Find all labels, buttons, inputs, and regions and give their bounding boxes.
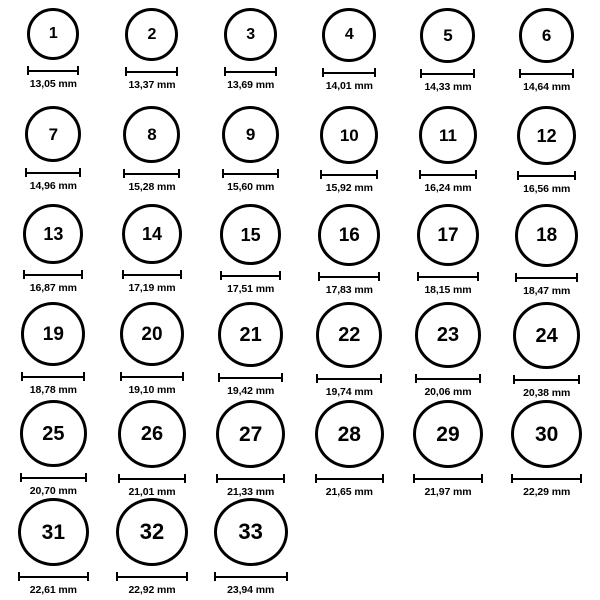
ring-dimension xyxy=(519,69,574,93)
ring-dimension xyxy=(23,270,83,294)
measurement-bar-icon xyxy=(118,474,186,483)
ring-size-label: 11 xyxy=(438,125,457,145)
ring-size-cell[interactable] xyxy=(103,498,202,596)
measurement-bar-icon xyxy=(413,474,483,483)
ring-diameter-label: 14,33 mm xyxy=(424,81,472,93)
ring-diameter-label: 22,61 mm xyxy=(29,584,77,596)
ring-size-label: 22 xyxy=(338,324,361,346)
ring-dimension xyxy=(413,474,483,498)
ring-size-label: 3 xyxy=(246,25,256,43)
ring-circle xyxy=(417,204,479,266)
ring-size-label: 32 xyxy=(139,519,165,544)
measurement-bar-icon xyxy=(224,67,277,76)
measurement-bar-icon xyxy=(322,68,376,77)
ring-dimension xyxy=(122,270,182,294)
ring-circle xyxy=(224,8,277,61)
ring-diameter-label: 20,06 mm xyxy=(424,386,472,398)
ring-dimension xyxy=(216,474,285,498)
ring-size-cell[interactable] xyxy=(201,204,300,302)
measurement-bar-icon xyxy=(415,374,481,383)
ring-dimension xyxy=(517,171,576,195)
ring-diameter-label: 17,83 mm xyxy=(325,284,373,296)
ring-circle xyxy=(116,498,188,566)
ring-circle xyxy=(118,400,186,468)
ring-diameter-label: 16,24 mm xyxy=(424,182,472,194)
ring-diameter-label: 13,05 mm xyxy=(29,78,77,90)
ring-size-cell[interactable] xyxy=(201,302,300,400)
ring-circle xyxy=(125,8,178,61)
ring-diameter-label: 15,28 mm xyxy=(128,181,176,193)
ring-size-cell[interactable] xyxy=(300,8,399,106)
ring-size-cell[interactable] xyxy=(399,400,498,498)
ring-circle xyxy=(519,8,574,63)
ring-diameter-label: 14,96 mm xyxy=(29,180,77,192)
ring-size-cell[interactable] xyxy=(201,400,300,498)
measurement-bar-icon xyxy=(216,474,285,483)
ring-circle xyxy=(120,302,184,366)
ring-diameter-label: 13,69 mm xyxy=(227,79,275,91)
ring-size-cell[interactable] xyxy=(103,106,202,204)
ring-dimension xyxy=(318,272,380,296)
ring-size-label: 9 xyxy=(245,125,256,144)
ring-dimension xyxy=(513,375,580,399)
ring-diameter-label: 21,65 mm xyxy=(325,486,373,498)
ring-size-label: 30 xyxy=(534,422,559,446)
ring-diameter-label: 13,37 mm xyxy=(128,79,176,91)
ring-diameter-label: 23,94 mm xyxy=(227,584,275,596)
measurement-bar-icon xyxy=(511,474,582,483)
ring-size-cell[interactable] xyxy=(300,400,399,498)
ring-diameter-label: 18,47 mm xyxy=(523,285,571,297)
ring-size-cell[interactable] xyxy=(201,8,300,106)
ring-size-label: 5 xyxy=(443,26,453,45)
measurement-bar-icon xyxy=(18,572,89,581)
ring-circle xyxy=(315,400,384,468)
ring-diameter-label: 14,64 mm xyxy=(523,81,571,93)
ring-size-label: 15 xyxy=(240,224,261,245)
ring-circle xyxy=(419,106,477,164)
ring-dimension xyxy=(123,169,180,193)
ring-circle xyxy=(222,106,279,163)
ring-circle xyxy=(513,302,580,369)
measurement-bar-icon xyxy=(513,375,580,384)
measurement-bar-icon xyxy=(125,67,178,76)
measurement-bar-icon xyxy=(517,171,576,180)
ring-diameter-label: 22,29 mm xyxy=(523,486,571,498)
ring-circle xyxy=(322,8,376,62)
ring-diameter-label: 20,38 mm xyxy=(523,387,571,399)
ring-dimension xyxy=(420,69,475,93)
ring-dimension xyxy=(218,373,283,397)
measurement-bar-icon xyxy=(417,272,479,281)
ring-circle xyxy=(413,400,483,468)
ring-dimension xyxy=(316,374,382,398)
ring-diameter-label: 19,74 mm xyxy=(325,386,373,398)
ring-size-label: 21 xyxy=(239,323,262,346)
ring-size-cell[interactable] xyxy=(300,106,399,204)
ring-diameter-label: 17,19 mm xyxy=(128,282,176,294)
ring-circle xyxy=(318,204,380,266)
ring-size-cell[interactable] xyxy=(497,106,596,204)
ring-size-cell[interactable] xyxy=(300,204,399,302)
ring-diameter-label: 14,01 mm xyxy=(325,80,373,92)
ring-circle xyxy=(515,204,578,267)
ring-circle xyxy=(218,302,283,367)
ring-size-label: 26 xyxy=(140,423,164,445)
measurement-bar-icon xyxy=(318,272,380,281)
ring-circle xyxy=(25,106,81,162)
ring-circle xyxy=(216,400,285,468)
ring-size-label: 8 xyxy=(147,125,157,144)
ring-size-label: 1 xyxy=(48,25,58,42)
measurement-bar-icon xyxy=(220,271,281,280)
ring-size-label: 28 xyxy=(337,422,361,446)
ring-size-label: 18 xyxy=(536,225,558,246)
ring-diameter-label: 22,92 mm xyxy=(128,584,176,596)
ring-size-cell[interactable] xyxy=(103,8,202,106)
ring-diameter-label: 16,87 mm xyxy=(29,282,77,294)
ring-dimension xyxy=(511,474,582,498)
ring-size-cell[interactable] xyxy=(103,400,202,498)
ring-size-cell[interactable] xyxy=(201,106,300,204)
ring-dimension xyxy=(515,273,578,297)
ring-size-cell[interactable] xyxy=(399,106,498,204)
ring-size-cell[interactable] xyxy=(4,302,103,400)
ring-size-label: 20 xyxy=(141,323,163,345)
ring-circle xyxy=(123,106,180,163)
ring-dimension xyxy=(25,168,81,192)
ring-diameter-label: 19,10 mm xyxy=(128,384,176,396)
ring-circle xyxy=(18,498,89,566)
ring-diameter-label: 15,60 mm xyxy=(227,181,275,193)
ring-circle xyxy=(21,302,85,366)
ring-size-cell[interactable] xyxy=(103,204,202,302)
ring-dimension xyxy=(20,473,87,497)
ring-size-label: 24 xyxy=(535,324,558,347)
ring-diameter-label: 17,51 mm xyxy=(227,283,275,295)
ring-dimension xyxy=(214,572,288,596)
ring-size-cell[interactable] xyxy=(4,8,103,106)
ring-dimension xyxy=(27,66,79,90)
measurement-bar-icon xyxy=(21,372,85,381)
ring-size-label: 12 xyxy=(536,125,557,146)
measurement-bar-icon xyxy=(20,473,87,482)
ring-dimension xyxy=(21,372,85,396)
ring-circle xyxy=(122,204,182,264)
ring-circle xyxy=(23,204,83,264)
measurement-bar-icon xyxy=(420,69,475,78)
ring-size-cell[interactable] xyxy=(4,400,103,498)
ring-size-label: 23 xyxy=(436,324,460,346)
ring-size-cell[interactable] xyxy=(399,8,498,106)
ring-size-label: 4 xyxy=(344,26,354,43)
ring-diameter-label: 15,92 mm xyxy=(325,182,373,194)
ring-diameter-label: 18,78 mm xyxy=(29,384,77,396)
measurement-bar-icon xyxy=(419,170,477,179)
measurement-bar-icon xyxy=(25,168,81,177)
ring-dimension xyxy=(415,374,481,398)
ring-size-label: 31 xyxy=(41,520,65,544)
measurement-bar-icon xyxy=(23,270,83,279)
ring-circle xyxy=(27,8,79,60)
ring-dimension xyxy=(125,67,178,91)
ring-dimension xyxy=(18,572,89,596)
ring-diameter-label: 21,01 mm xyxy=(128,486,176,498)
ring-dimension xyxy=(419,170,477,194)
ring-size-label: 29 xyxy=(436,422,460,446)
ring-circle xyxy=(415,302,481,368)
measurement-bar-icon xyxy=(122,270,182,279)
ring-circle xyxy=(20,400,87,467)
measurement-bar-icon xyxy=(316,374,382,383)
ring-size-cell[interactable] xyxy=(497,8,596,106)
ring-dimension xyxy=(116,572,188,596)
measurement-bar-icon xyxy=(515,273,578,282)
ring-circle xyxy=(220,204,281,265)
measurement-bar-icon xyxy=(315,474,384,483)
ring-size-label: 19 xyxy=(42,323,64,345)
ring-size-label: 33 xyxy=(238,519,263,544)
ring-size-cell[interactable] xyxy=(497,204,596,302)
ring-diameter-label: 21,33 mm xyxy=(227,486,275,498)
ring-size-cell[interactable] xyxy=(4,498,103,596)
ring-diameter-label: 20,70 mm xyxy=(29,485,77,497)
ring-size-label: 2 xyxy=(147,25,157,43)
ring-size-label: 6 xyxy=(541,26,552,45)
ring-circle xyxy=(320,106,378,164)
measurement-bar-icon xyxy=(116,572,188,581)
measurement-bar-icon xyxy=(214,572,288,581)
measurement-bar-icon xyxy=(519,69,574,78)
ring-size-cell[interactable] xyxy=(399,204,498,302)
ring-size-label: 14 xyxy=(141,224,162,244)
ring-size-label: 27 xyxy=(238,422,263,446)
ring-size-cell[interactable] xyxy=(300,302,399,400)
ring-size-cell[interactable] xyxy=(201,498,300,596)
ring-dimension xyxy=(322,68,376,92)
ring-dimension xyxy=(224,67,277,91)
ring-circle xyxy=(511,400,582,468)
ring-size-label: 7 xyxy=(48,124,59,144)
ring-dimension xyxy=(417,272,479,296)
measurement-bar-icon xyxy=(120,372,184,381)
ring-diameter-label: 16,56 mm xyxy=(523,183,571,195)
ring-size-cell[interactable] xyxy=(497,302,596,400)
ring-dimension xyxy=(222,169,279,193)
ring-dimension xyxy=(320,170,378,194)
ring-size-label: 16 xyxy=(338,224,360,246)
ring-dimension xyxy=(315,474,384,498)
ring-size-label: 13 xyxy=(43,224,64,244)
ring-circle xyxy=(517,106,576,165)
measurement-bar-icon xyxy=(218,373,283,382)
ring-size-cell[interactable] xyxy=(4,106,103,204)
ring-circle xyxy=(420,8,475,63)
ring-diameter-label: 21,97 mm xyxy=(424,486,472,498)
ring-diameter-label: 19,42 mm xyxy=(227,385,275,397)
measurement-bar-icon xyxy=(123,169,180,178)
measurement-bar-icon xyxy=(27,66,79,75)
ring-size-cell[interactable] xyxy=(4,204,103,302)
measurement-bar-icon xyxy=(222,169,279,178)
ring-size-label: 10 xyxy=(339,125,359,145)
ring-size-grid xyxy=(4,8,596,596)
ring-diameter-label: 18,15 mm xyxy=(424,284,472,296)
ring-size-label: 17 xyxy=(437,224,459,246)
ring-circle xyxy=(316,302,382,368)
ring-circle xyxy=(214,498,288,566)
ring-size-cell[interactable] xyxy=(399,302,498,400)
ring-dimension xyxy=(220,271,281,295)
ring-dimension xyxy=(118,474,186,498)
ring-size-label: 25 xyxy=(42,422,65,445)
measurement-bar-icon xyxy=(320,170,378,179)
ring-dimension xyxy=(120,372,184,396)
ring-size-cell[interactable] xyxy=(103,302,202,400)
ring-size-cell[interactable] xyxy=(497,400,596,498)
